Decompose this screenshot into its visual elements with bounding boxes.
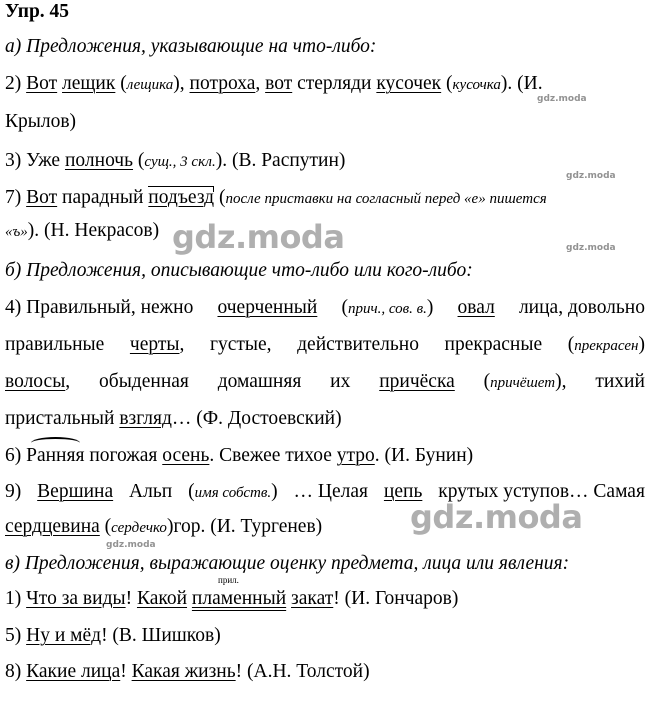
sentence-9-line-1: 9) Вершина Альп (имя собств.) … Целая цепь крутых уступов… Самая (5, 481, 645, 502)
section-a-heading: а) Предложения, указывающие на что-либо: (5, 36, 377, 57)
sentence-4-line-3: волосы, обыденная домашняя их причёска (причёшет), тихий (5, 371, 645, 392)
watermark-small-4: gdz.moda (106, 540, 156, 550)
watermark-small-1: gdz.moda (537, 94, 587, 104)
sentence-5: 5) Ну и мёд! (В. Шишков) (5, 625, 221, 646)
section-c-heading: в) Предложения, выражающие оценку предмета, лица или явления: (5, 553, 570, 574)
sentence-7-line-2: «ъ»). (Н. Некрасов) (5, 220, 160, 241)
watermark-small-3: gdz.moda (566, 243, 616, 253)
watermark-large-1: gdz.moda (172, 218, 345, 256)
sentence-2-line-2: Крылов) (5, 111, 77, 132)
sentence-4-line-1: 4) Правильный, нежно очерченный (прич., сов. в.) овал лица, довольно (5, 297, 645, 318)
sentence-8: 8) Какие лица! Какая жизнь! (А.Н. Толстой) (5, 661, 370, 682)
sentence-7-line-1: 7) Вот парадный подъезд (после приставки на согласный перед «е» пишется (5, 187, 547, 208)
sentence-9-line-2: сердцевина (сердечко)гор. (И. Тургенев) (5, 516, 323, 537)
watermark-large-2: gdz.moda (410, 498, 583, 536)
adjective-tag: прил. (218, 575, 239, 585)
exercise-title: Упр. 45 (5, 1, 70, 22)
sentence-4-line-4: пристальный взгляд… (Ф. Достоевский) (5, 408, 342, 429)
sentence-4-line-2: правильные черты, густые, действительно прекрасные (прекрасен) (5, 334, 645, 355)
section-b-heading: б) Предложения, описывающие что-либо или кого-либо: (5, 260, 473, 281)
sentence-1: 1) Что за виды! Какой пламенный закат! (И. Гончаров) (5, 588, 459, 609)
watermark-small-2: gdz.moda (566, 171, 616, 181)
sentence-2-line-1: 2) Вот лещик (лещика), потроха, вот стерляди кусочек (кусочка). (И. (5, 73, 543, 94)
sentence-6: 6) Ранняя погожая осень. Свежее тихое утро. (И. Бунин) (5, 445, 474, 466)
sentence-3: 3) Уже полночь (сущ., 3 скл.). (В. Распутин) (5, 150, 346, 171)
